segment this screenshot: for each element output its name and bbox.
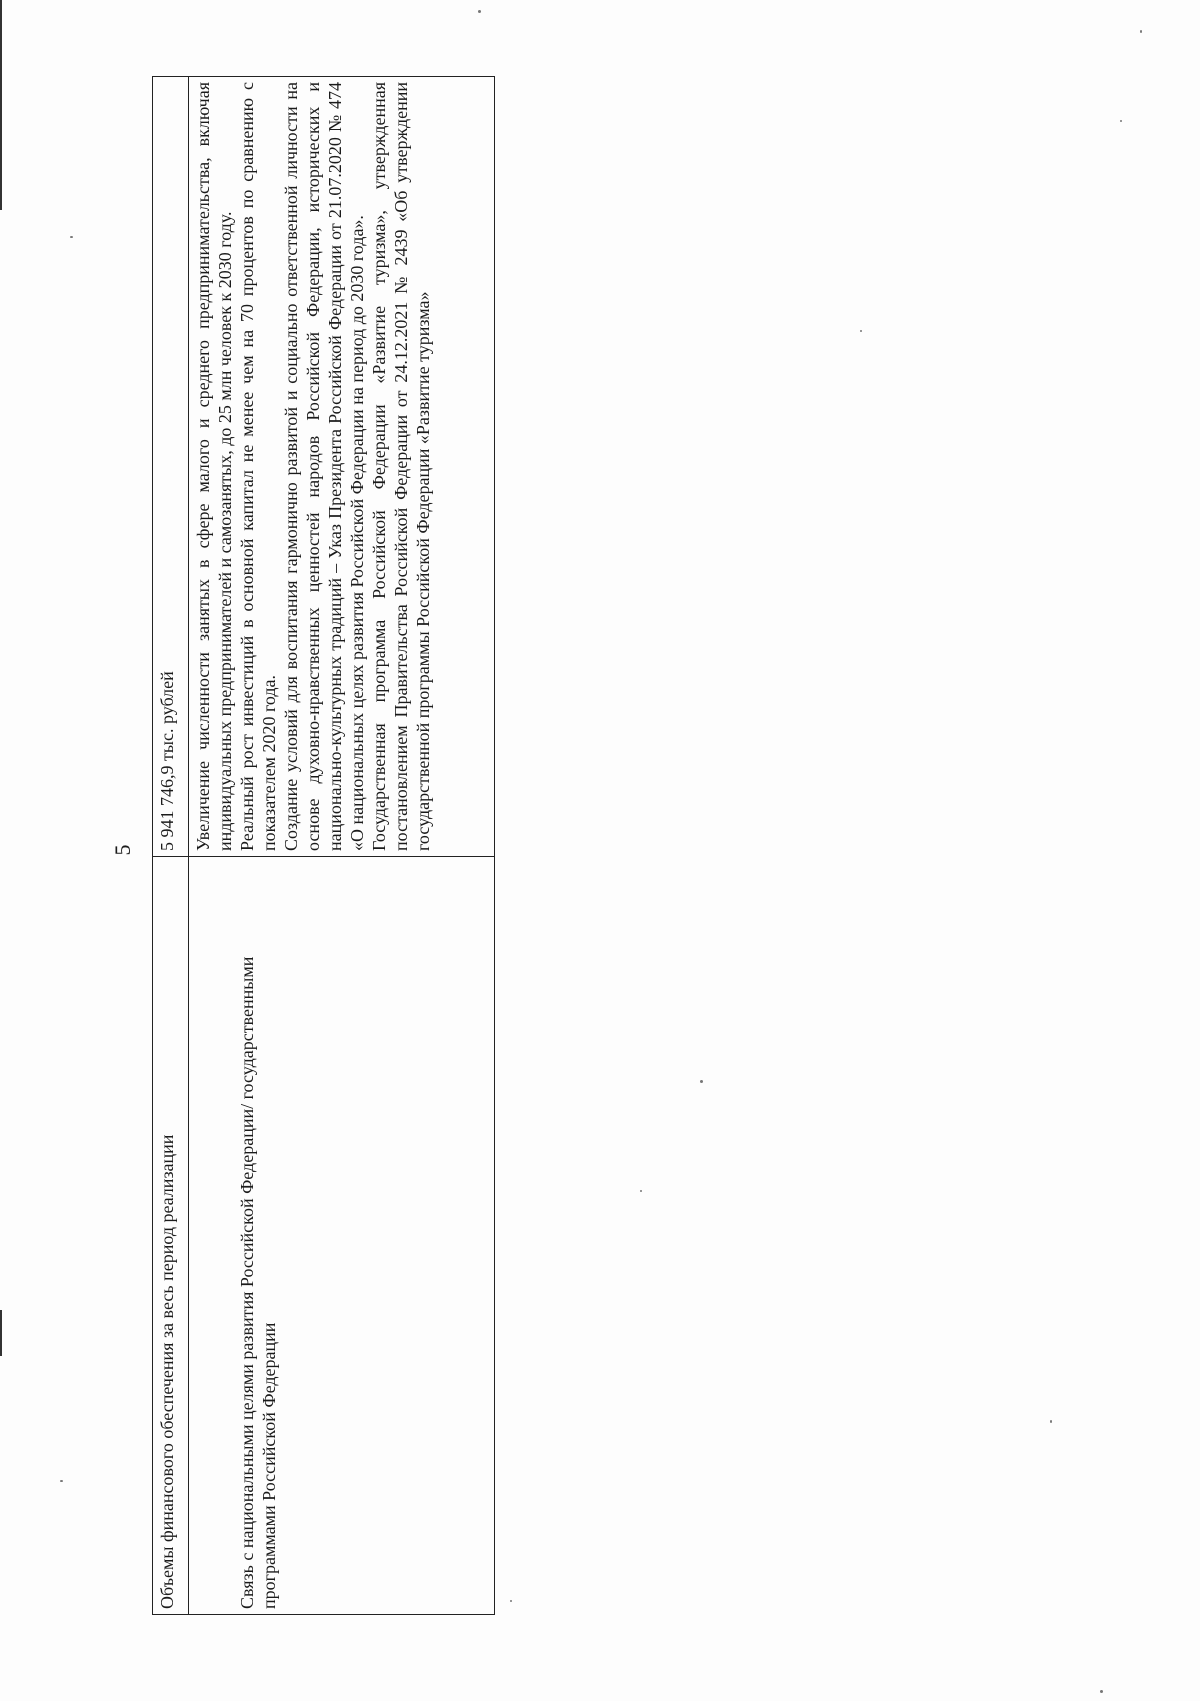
cell-spacer [192, 862, 236, 1609]
row-label-national-goals [189, 857, 495, 1615]
table-row [153, 77, 189, 1615]
passport-table [152, 76, 495, 1615]
goal-paragraph: Государственная программа Российской Федерации «Развитие туризма», утвержденная постановлением Правительства Российской Федерации от 24.12.2021 № 2439 «Об утверждении государственной программы Российской Федерации «Развитие туризма» [369, 82, 433, 851]
goal-paragraph: Реальный рост инвестиций в основной капитал не менее чем на 70 процентов по сравнению с показателем 2020 года. [237, 82, 279, 851]
page-number: 5 [110, 844, 135, 856]
goal-paragraph: Увеличение численности занятых в сфере малого и среднего предпринимательства, включая индивидуальных предпринимателей и самозанятых, до 25 млн человек к 2030 году. [193, 82, 235, 851]
row-value-financing: 5 941 746,9 тыс. рублей [153, 77, 189, 857]
national-goals-label: Связь с национальными целями развития Российской Федерации/ государственными программами Российской Федерации [237, 956, 279, 1609]
table-row [189, 77, 495, 1615]
goal-paragraph: Создание условий для воспитания гармонично развитой и социально ответственной личности на основе духовно-нравственных ценностей народов Российской Федерации, исторических и национально-культурных традиций – Указ Президента Российской Федерации от 21.07.2020 № 474 «О национальных целях развития Российской Федерации на период до 2030 года». [281, 82, 367, 851]
row-label-financing: Объемы финансового обеспечения за весь период реализации [153, 857, 189, 1615]
row-value-national-goals [189, 77, 495, 857]
